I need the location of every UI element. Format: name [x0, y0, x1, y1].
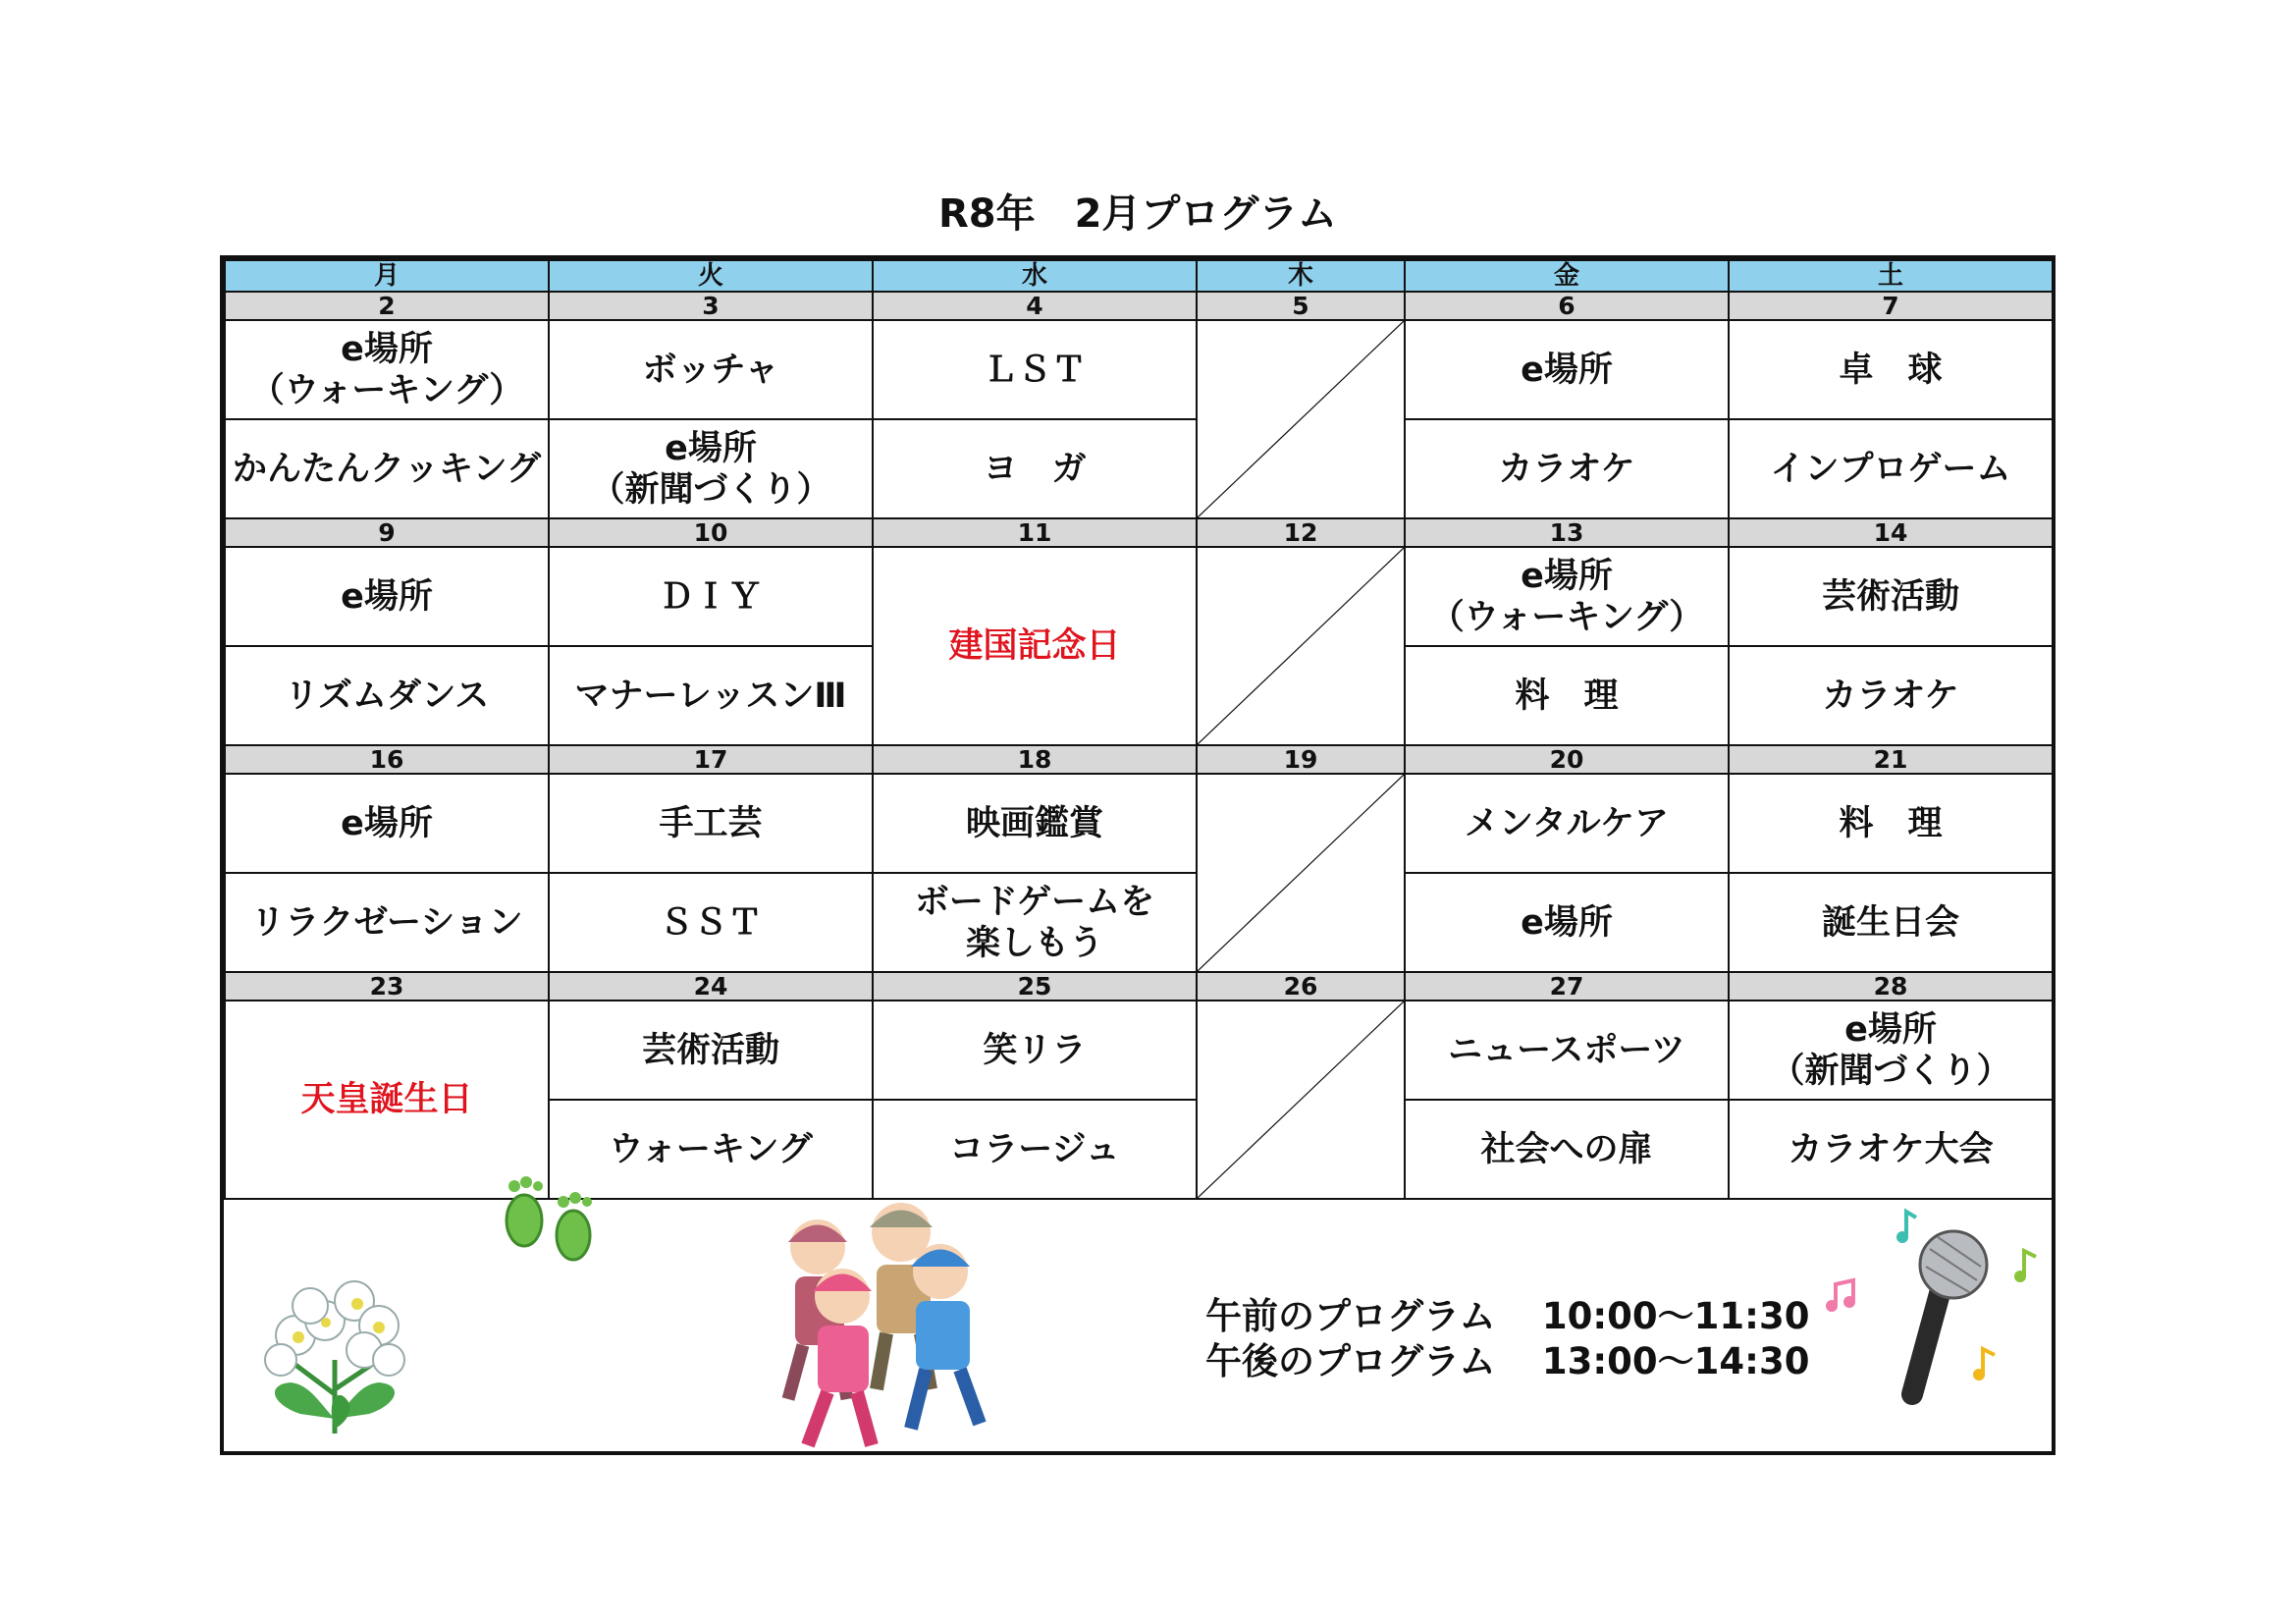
activity-cell: リラクゼーション	[225, 873, 549, 972]
activity-cell: ウォーキング	[549, 1100, 873, 1199]
calendar-frame	[220, 255, 2056, 1455]
activity-cell: リズムダンス	[225, 646, 549, 745]
activity-cell: e場所 （ウォーキング）	[1405, 547, 1729, 646]
weekday-fri: 金	[1405, 260, 1729, 292]
am-label: 午前のプログラム	[1205, 1295, 1496, 1337]
date-cell: 13	[1405, 518, 1729, 547]
activity-cell: コラージュ	[873, 1100, 1197, 1199]
date-cell: 26	[1197, 972, 1405, 1001]
activity-cell: 料 理	[1405, 646, 1729, 745]
activity-cell: ボードゲームを 楽しもう	[873, 873, 1197, 972]
activity-cell: e場所	[1405, 873, 1729, 972]
date-cell: 18	[873, 745, 1197, 774]
pm-time: 13:00～14:30	[1541, 1340, 1810, 1382]
holiday-cell: 天皇誕生日	[225, 1001, 549, 1199]
date-cell: 10	[549, 518, 873, 547]
date-cell: 24	[549, 972, 873, 1001]
music-note-icon	[1969, 1345, 2002, 1384]
thursday-closed-cell	[1197, 774, 1405, 972]
weekday-thu: 木	[1197, 260, 1405, 292]
date-cell: 23	[225, 972, 549, 1001]
activity-cell: ＬＳＴ	[873, 320, 1197, 419]
date-cell: 2	[225, 292, 549, 320]
thursday-closed-cell	[1197, 320, 1405, 518]
activity-cell: ボッチャ	[549, 320, 873, 419]
activity-cell: 芸術活動	[1729, 547, 2053, 646]
music-note-icon	[1893, 1208, 1922, 1247]
am-row	[225, 547, 2053, 646]
schedule-times	[1205, 1294, 1809, 1384]
music-note-icon	[1822, 1276, 1861, 1316]
thursday-closed-cell	[1197, 1001, 1405, 1199]
activity-cell: 誕生日会	[1729, 873, 2053, 972]
date-cell: 7	[1729, 292, 2053, 320]
activity-cell: 社会への扉	[1405, 1100, 1729, 1199]
activity-cell: マナーレッスンⅢ	[549, 646, 873, 745]
date-cell: 25	[873, 972, 1197, 1001]
activity-cell: 料 理	[1729, 774, 2053, 873]
am-row	[225, 320, 2053, 419]
date-cell: 17	[549, 745, 873, 774]
activity-cell: メンタルケア	[1405, 774, 1729, 873]
activity-cell: ヨ ガ	[873, 419, 1197, 518]
pm-row	[225, 873, 2053, 972]
activity-cell: カラオケ	[1729, 646, 2053, 745]
date-cell: 6	[1405, 292, 1729, 320]
walking-people-illustration	[754, 1188, 1029, 1453]
activity-cell: e場所 （新聞づくり）	[549, 419, 873, 518]
activity-cell: e場所 （新聞づくり）	[1729, 1001, 2053, 1100]
music-note-icon	[2010, 1247, 2044, 1286]
footprints-icon	[495, 1166, 613, 1274]
date-cell: 19	[1197, 745, 1405, 774]
weekday-tue: 火	[549, 260, 873, 292]
date-cell: 5	[1197, 292, 1405, 320]
activity-cell: 芸術活動	[549, 1001, 873, 1100]
weekday-mon: 月	[225, 260, 549, 292]
date-cell: 3	[549, 292, 873, 320]
activity-cell: 手工芸	[549, 774, 873, 873]
activity-cell: e場所	[225, 547, 549, 646]
activity-cell: カラオケ大会	[1729, 1100, 2053, 1199]
pm-label: 午後のプログラム	[1205, 1340, 1496, 1382]
program-calendar	[224, 259, 2054, 1200]
activity-cell: かんたんクッキング	[225, 419, 549, 518]
activity-cell: 卓 球	[1729, 320, 2053, 419]
activity-cell: 映画鑑賞	[873, 774, 1197, 873]
date-cell: 12	[1197, 518, 1405, 547]
weekday-header-row	[225, 260, 2053, 292]
microphone-icon	[1883, 1227, 2001, 1414]
weekday-wed: 水	[873, 260, 1197, 292]
date-cell: 9	[225, 518, 549, 547]
date-row	[225, 972, 2053, 1001]
am-row	[225, 774, 2053, 873]
activity-cell: インプロゲーム	[1729, 419, 2053, 518]
holiday-cell: 建国記念日	[873, 547, 1197, 745]
am-row	[225, 1001, 2053, 1100]
pm-row	[225, 419, 2053, 518]
date-cell: 11	[873, 518, 1197, 547]
am-time: 10:00～11:30	[1541, 1295, 1810, 1337]
activity-cell: ニュースポーツ	[1405, 1001, 1729, 1100]
activity-cell: e場所	[225, 774, 549, 873]
date-cell: 20	[1405, 745, 1729, 774]
thursday-closed-cell	[1197, 547, 1405, 745]
footer-area	[224, 1227, 2052, 1451]
flowers-illustration	[241, 1267, 428, 1438]
activity-cell: e場所 （ウォーキング）	[225, 320, 549, 419]
page-title: R8年 2月プログラム	[937, 191, 1338, 237]
date-cell: 27	[1405, 972, 1729, 1001]
date-cell: 16	[225, 745, 549, 774]
activity-cell: カラオケ	[1405, 419, 1729, 518]
activity-cell: 笑リラ	[873, 1001, 1197, 1100]
activity-cell: ＤＩＹ	[549, 547, 873, 646]
am-schedule	[1205, 1294, 1809, 1339]
date-cell: 14	[1729, 518, 2053, 547]
date-row	[225, 745, 2053, 774]
date-cell: 21	[1729, 745, 2053, 774]
date-row	[225, 518, 2053, 547]
date-cell: 4	[873, 292, 1197, 320]
activity-cell: e場所	[1405, 320, 1729, 419]
activity-cell: ＳＳＴ	[549, 873, 873, 972]
weekday-sat: 土	[1729, 260, 2053, 292]
date-cell: 28	[1729, 972, 2053, 1001]
pm-schedule	[1205, 1339, 1809, 1384]
date-row	[225, 292, 2053, 320]
